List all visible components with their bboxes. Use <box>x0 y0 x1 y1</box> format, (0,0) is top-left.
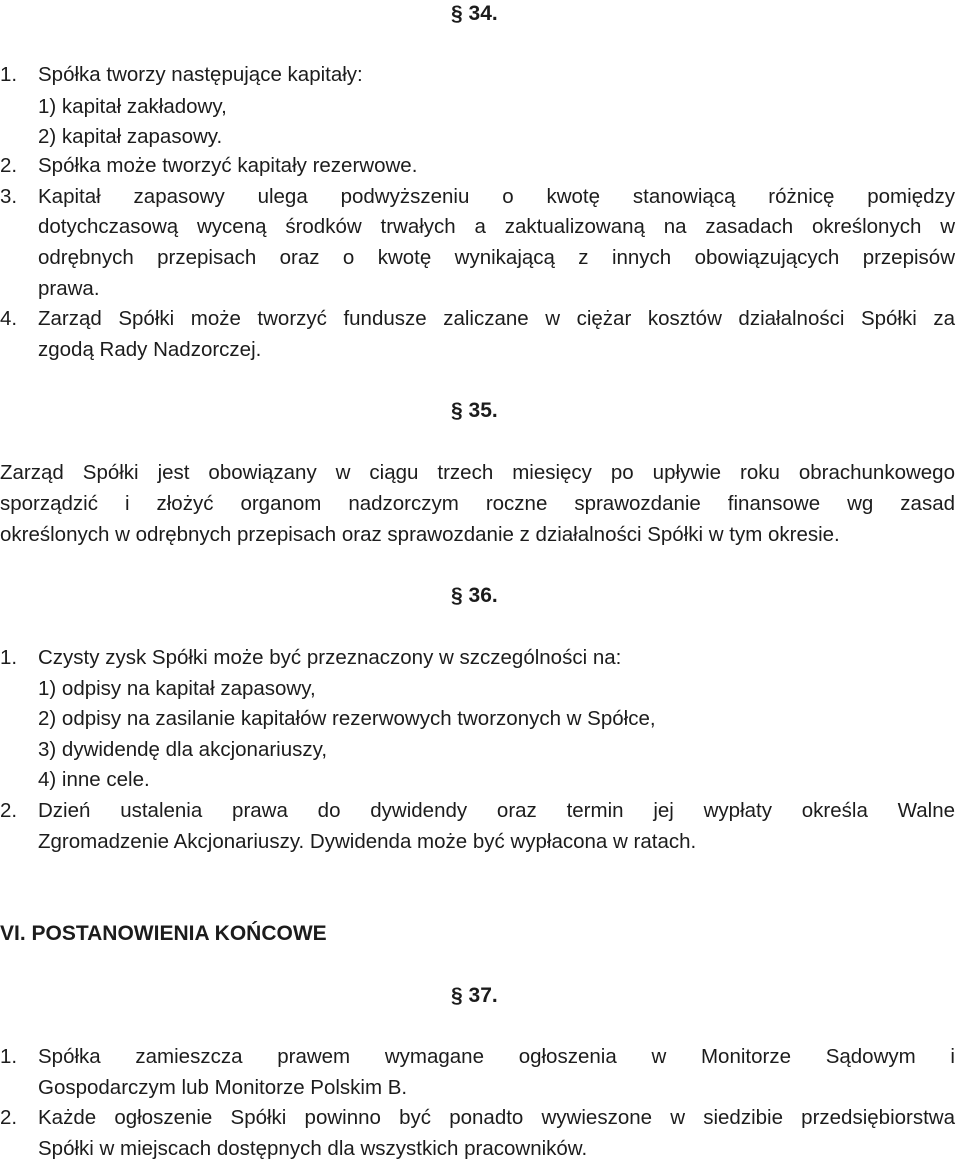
s36-subitem-1: 1) odpisy na kapitał zapasowy, <box>38 677 316 700</box>
s36-subitem-3: 3) dywidendę dla akcjonariuszy, <box>38 738 328 761</box>
s35-line-3: określonych w odrębnych przepisach oraz sprawozdanie z działalności Spółki w tym okresie. <box>0 523 840 546</box>
s36-subitem-4: 4) inne cele. <box>38 768 150 791</box>
s37-item-1-line-1: Spółka zamieszcza prawem wymagane ogłoszenia w Monitorze Sądowym i <box>38 1045 955 1068</box>
s34-item-3-line-3: odrębnych przepisach oraz o kwotę wynikającą z innych obowiązujących przepisów <box>38 246 955 269</box>
s34-item-3-line-1: Kapitał zapasowy ulega podwyższeniu o kwotę stanowiącą różnicę pomiędzy <box>38 185 955 208</box>
s34-item-4-line-1: Zarząd Spółki może tworzyć fundusze zaliczane w ciężar kosztów działalności Spółki za <box>38 307 955 330</box>
s36-subitem-2: 2) odpisy na zasilanie kapitałów rezerwowych tworzonych w Spółce, <box>38 707 656 730</box>
s36-item-2-line-1: Dzień ustalenia prawa do dywidendy oraz termin jej wypłaty określa Walne <box>38 799 955 822</box>
item-number: 2. <box>0 1106 18 1129</box>
item-number: 1. <box>0 646 18 669</box>
item-text: Czysty zysk Spółki może być przeznaczony w szczególności na: <box>38 646 622 669</box>
section-vi-heading: VI. POSTANOWIENIA KOŃCOWE <box>0 922 327 945</box>
s35-line-1: Zarząd Spółki jest obowiązany w ciągu trzech miesięcy po upływie roku obrachunkowego <box>0 461 955 484</box>
s34-item-3-line-4: prawa. <box>38 277 100 300</box>
item-number: 2. <box>0 799 18 822</box>
item-number: 2. <box>0 154 18 177</box>
s37-item-2-line-2: Spółki w miejscach dostępnych dla wszystkich pracowników. <box>38 1137 588 1160</box>
item-text: Spółka może tworzyć kapitały rezerwowe. <box>38 154 418 177</box>
item-text: Spółka tworzy następujące kapitały: <box>38 63 363 86</box>
s36-item-2-line-2: Zgromadzenie Akcjonariuszy. Dywidenda może być wypłacona w ratach. <box>38 830 697 853</box>
s34-item-3-line-2: dotychczasową wyceną środków trwałych a zaktualizowaną na zasadach określonych w <box>38 215 955 238</box>
s34-subitem-1: 1) kapitał zakładowy, <box>38 95 227 118</box>
paragraph-35-heading: § 35. <box>451 399 498 422</box>
paragraph-36-heading: § 36. <box>451 584 498 607</box>
item-number: 1. <box>0 1045 18 1068</box>
s34-item-4-line-2: zgodą Rady Nadzorczej. <box>38 338 262 361</box>
item-number: 1. <box>0 63 18 86</box>
s34-subitem-2: 2) kapitał zapasowy. <box>38 125 223 148</box>
paragraph-37-heading: § 37. <box>451 984 498 1007</box>
item-number: 4. <box>0 307 18 330</box>
s35-line-2: sporządzić i złożyć organom nadzorczym roczne sprawozdanie finansowe wg zasad <box>0 492 955 515</box>
s37-item-1-line-2: Gospodarczym lub Monitorze Polskim B. <box>38 1076 408 1099</box>
item-number: 3. <box>0 185 18 208</box>
paragraph-34-heading: § 34. <box>451 2 498 25</box>
s37-item-2-line-1: Każde ogłoszenie Spółki powinno być ponadto wywieszone w siedzibie przedsiębiorstwa <box>38 1106 955 1129</box>
